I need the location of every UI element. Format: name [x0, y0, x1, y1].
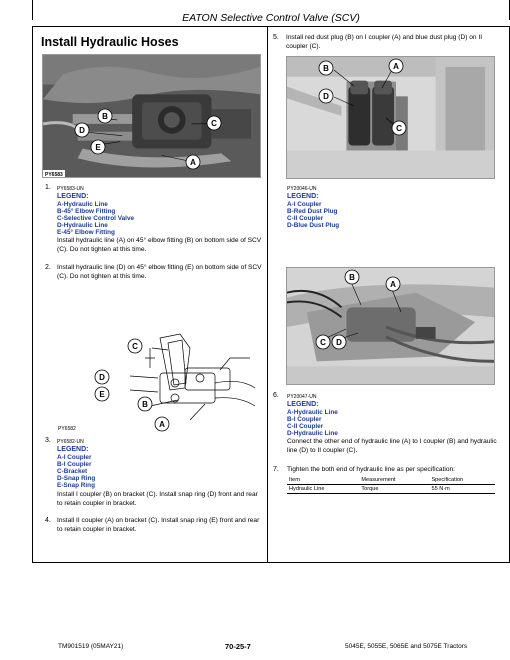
figure2-legend-item: D-Blue Dust Plug [287, 222, 340, 229]
figure3-legend-title: LEGEND: [57, 446, 89, 453]
figure3-legend-item: A-I Coupler [57, 454, 92, 461]
figure4-legend-item: C-II Coupler [287, 423, 324, 430]
footer-models: 5045E, 5055E, 5065E and 5075E Tractors [345, 643, 468, 650]
column-divider [267, 27, 268, 563]
svg-text:C: C [320, 338, 326, 347]
figure4-callouts [286, 267, 495, 385]
step-4-number: 4. [45, 517, 51, 524]
step-6-number: 6. [273, 392, 279, 399]
torque-specification-table [287, 476, 495, 494]
callout-b [345, 270, 359, 284]
callout-d [95, 370, 109, 384]
step-2-number: 2. [45, 264, 51, 271]
callout-d [75, 123, 89, 137]
callout-a [386, 277, 400, 291]
figure1-legend-item: B-45° Elbow Fitting [57, 208, 116, 215]
footer-page-number: 70-25-7 [225, 642, 251, 651]
svg-text:B: B [102, 112, 108, 121]
figure4-legend-item: D-Hydraulic Line [287, 430, 338, 437]
callout-e [95, 387, 109, 401]
step-5-text: Install red dust plug (B) on I coupler (A) and blue dust plug (D) on II coupler (C). [286, 34, 483, 50]
figure4-legend-item: B-I Coupler [287, 416, 322, 423]
figure2-id: PY20046-UN [287, 186, 317, 192]
svg-text:B: B [142, 400, 148, 409]
callout-b [98, 109, 112, 123]
svg-text:E: E [99, 390, 105, 399]
callout-d [319, 89, 333, 103]
figure3-callouts [90, 328, 260, 432]
figure3-legend-item: C-Bracket [57, 468, 88, 475]
svg-text:B: B [323, 64, 329, 73]
step-3-text: Install I coupler (B) on bracket (C). Install snap ring (D) front and rear to retain coupler in bracket. [57, 491, 258, 507]
page-header-title: EATON Selective Control Valve (SCV) [182, 12, 360, 24]
figure1-legend-item: A-Hydraulic Line [57, 201, 108, 208]
svg-text:A: A [393, 62, 399, 71]
figure2-callouts [286, 56, 495, 179]
callout-c [207, 116, 221, 130]
figure3-legend-item: E-Snap Ring [57, 482, 95, 489]
callout-c [392, 121, 406, 135]
table-row [287, 485, 495, 494]
callout-b [138, 397, 152, 411]
figure1-callouts [42, 54, 261, 178]
figure4-legend-title: LEGEND: [287, 401, 319, 408]
step-2-text: Install hydraulic line (D) on 45° elbow fitting (E) on bottom side of SCV (C). Do not tighten at this time. [57, 264, 262, 280]
svg-text:D: D [79, 126, 85, 135]
figure4-legend-item: A-Hydraulic Line [287, 409, 338, 416]
svg-text:A: A [190, 158, 196, 167]
callout-c [128, 339, 142, 353]
figure1-legend-item: D-Hydraulic Line [57, 222, 108, 229]
figure2-legend-item: B-Red Dust Plug [287, 208, 338, 215]
section-title: Install Hydraulic Hoses [41, 35, 179, 49]
figure3-label: PY6582 [58, 426, 76, 432]
spec-header-measurement: Measurement [359, 476, 429, 485]
spec-table-header-row [287, 476, 495, 485]
figure3-legend-item: B-I Coupler [57, 461, 92, 468]
svg-text:D: D [323, 92, 329, 101]
svg-text:A: A [390, 280, 396, 289]
figure1-id: PY6583-UN [57, 186, 84, 192]
svg-text:C: C [211, 119, 217, 128]
figure2-legend-item: C-II Coupler [287, 215, 324, 222]
figure1-legend-item: C-Selective Control Valve [57, 215, 135, 222]
svg-text:A: A [159, 420, 165, 429]
svg-text:C: C [132, 342, 138, 351]
spec-header-item: Item [287, 476, 359, 485]
figure3-id: PY6582-UN [57, 439, 84, 445]
step-3-number: 3. [45, 437, 51, 444]
figure1-legend-item: E-45° Elbow Fitting [57, 229, 115, 236]
step-1-number: 1. [45, 184, 51, 191]
svg-text:B: B [349, 273, 355, 282]
footer-doc-id: TM901519 (05MAY21) [58, 643, 124, 650]
svg-text:D: D [336, 338, 342, 347]
callout-d [332, 335, 346, 349]
step-6-text: Connect the other end of hydraulic line (A) to I coupler (B) and hydraulic line (D) to II coupler (C). [287, 438, 497, 454]
spec-cell-item: Hydraulic Line [287, 485, 359, 494]
step-7-number: 7. [273, 466, 279, 473]
step-7-text: Tighten the both end of hydraulic line as per specification: [287, 466, 455, 473]
figure2-legend-item: A-I Coupler [287, 201, 322, 208]
step-4-text: Install II coupler (A) on bracket (C). Install snap ring (E) front and rear to retain coupler in bracket. [57, 517, 260, 533]
spec-cell-measurement: Torque [359, 485, 429, 494]
callout-a [186, 155, 200, 169]
step-1-text: Install hydraulic line (A) on 45° elbow fitting (B) on bottom side of SCV (C). Do not tighten at this time. [57, 237, 262, 253]
callout-b [319, 61, 333, 75]
svg-text:E: E [95, 143, 101, 152]
callout-c [316, 335, 330, 349]
figure4-id: PY20047-UN [287, 394, 317, 400]
callout-a [389, 59, 403, 73]
spec-header-specification: Specification [429, 476, 495, 485]
figure3-legend-item: D-Snap Ring [57, 475, 96, 482]
spec-cell-specification: 55 N·m [429, 485, 495, 494]
svg-text:D: D [99, 373, 105, 382]
figure1-legend-title: LEGEND: [57, 193, 89, 200]
figure2-legend-title: LEGEND: [287, 193, 319, 200]
callout-e [91, 140, 105, 154]
svg-text:C: C [396, 124, 402, 133]
callout-a [155, 417, 169, 431]
step-5-number: 5. [273, 34, 279, 41]
svg-text:PY6583: PY6583 [45, 172, 63, 178]
